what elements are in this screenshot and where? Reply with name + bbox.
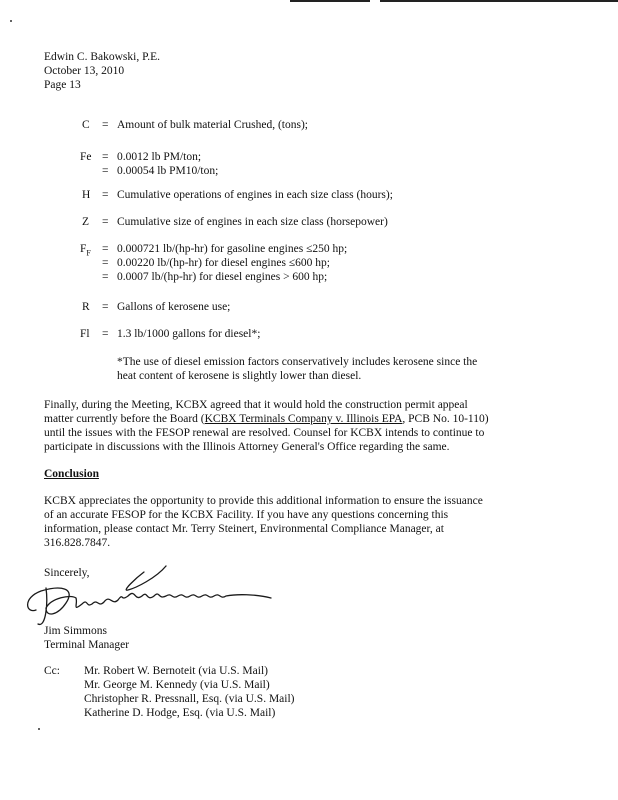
closing: Sincerely, — [44, 567, 90, 579]
cc-item: Katherine D. Hodge, Esq. (via U.S. Mail) — [84, 707, 276, 719]
conclusion-heading: Conclusion — [44, 468, 99, 480]
def-fe-line2: 0.00054 lb PM10/ton; — [117, 165, 219, 177]
header-date: October 13, 2010 — [44, 65, 125, 77]
top-rule-right — [380, 0, 618, 2]
eq-sign: = — [102, 257, 109, 269]
paragraph2-line3: information, please contact Mr. Terry Steinert, Environmental Compliance Manager, at — [44, 523, 444, 535]
eq-sign: = — [102, 165, 109, 177]
paragraph1-line2-pre: matter currently before the Board ( — [44, 413, 205, 425]
def-symbol-fe: Fe — [80, 151, 92, 163]
def-symbol-ff — [80, 243, 91, 259]
def-z-text: Cumulative size of engines in each size class (horsepower) — [117, 216, 388, 228]
def-r-text: Gallons of kerosene use; — [117, 301, 231, 313]
paragraph2-line2: of an accurate FESOP for the KCBX Facility. If you have any questions concerning this — [44, 509, 449, 521]
def-symbol-ff-main: F — [80, 243, 87, 255]
case-citation: KCBX Terminals Company v. Illinois EPA — [204, 413, 403, 425]
paragraph1-line3: until the issues with the FESOP renewal are resolved. Counsel for KCBX intends to continue to — [44, 427, 485, 439]
eq-sign: = — [102, 243, 109, 255]
def-symbol-c: C — [82, 119, 90, 131]
def-symbol-ff-sub: F — [86, 248, 91, 258]
cc-label: Cc: — [44, 665, 60, 677]
def-symbol-h: H — [82, 189, 91, 201]
paragraph1-line2 — [44, 412, 489, 426]
cc-item: Christopher R. Pressnall, Esq. (via U.S. Mail) — [84, 693, 295, 705]
def-symbol-fl: Fl — [80, 328, 90, 340]
def-ff-line2: 0.00220 lb/(hp-hr) for diesel engines ≤600 hp; — [117, 257, 330, 269]
def-symbol-z: Z — [82, 216, 90, 228]
eq-sign: = — [102, 119, 109, 131]
signature — [16, 558, 276, 628]
paragraph1-line4: participate in discussions with the Illinois Attorney General's Office regarding the same. — [44, 441, 450, 453]
header-name: Edwin C. Bakowski, P.E. — [44, 51, 160, 63]
def-ff-line3: 0.0007 lb/(hp-hr) for diesel engines > 600 hp; — [117, 271, 328, 283]
paragraph2-line4: 316.828.7847. — [44, 537, 111, 549]
scan-speck — [10, 20, 12, 22]
paragraph2-line1: KCBX appreciates the opportunity to provide this additional information to ensure the issuance — [44, 495, 483, 507]
cc-item: Mr. George M. Kennedy (via U.S. Mail) — [84, 679, 270, 691]
top-rule-left — [290, 0, 370, 2]
eq-sign: = — [102, 271, 109, 283]
eq-sign: = — [102, 216, 109, 228]
def-fl-text: 1.3 lb/1000 gallons for diesel*; — [117, 328, 261, 340]
signer-title: Terminal Manager — [44, 639, 130, 651]
footnote-line1: *The use of diesel emission factors conservatively includes kerosene since the — [117, 356, 478, 368]
def-symbol-r: R — [82, 301, 90, 313]
eq-sign: = — [102, 301, 109, 313]
scan-speck — [38, 728, 40, 730]
header-page: Page 13 — [44, 79, 81, 91]
eq-sign: = — [102, 328, 109, 340]
def-h-text: Cumulative operations of engines in each size class (hours); — [117, 189, 393, 201]
signature-stroke — [28, 566, 271, 624]
footnote-line2: heat content of kerosene is slightly lower than diesel. — [117, 370, 362, 382]
paragraph1-line2-post: , PCB No. 10-110) — [402, 413, 489, 425]
def-ff-line1: 0.000721 lb/(hp-hr) for gasoline engines ≤250 hp; — [117, 243, 348, 255]
def-fe-line1: 0.0012 lb PM/ton; — [117, 151, 202, 163]
signer-name: Jim Simmons — [44, 625, 107, 637]
def-c-text: Amount of bulk material Crushed, (tons); — [117, 119, 308, 131]
eq-sign: = — [102, 151, 109, 163]
cc-item: Mr. Robert W. Bernoteit (via U.S. Mail) — [84, 665, 268, 677]
eq-sign: = — [102, 189, 109, 201]
paragraph1-line1: Finally, during the Meeting, KCBX agreed that it would hold the construction permit appeal — [44, 399, 468, 411]
